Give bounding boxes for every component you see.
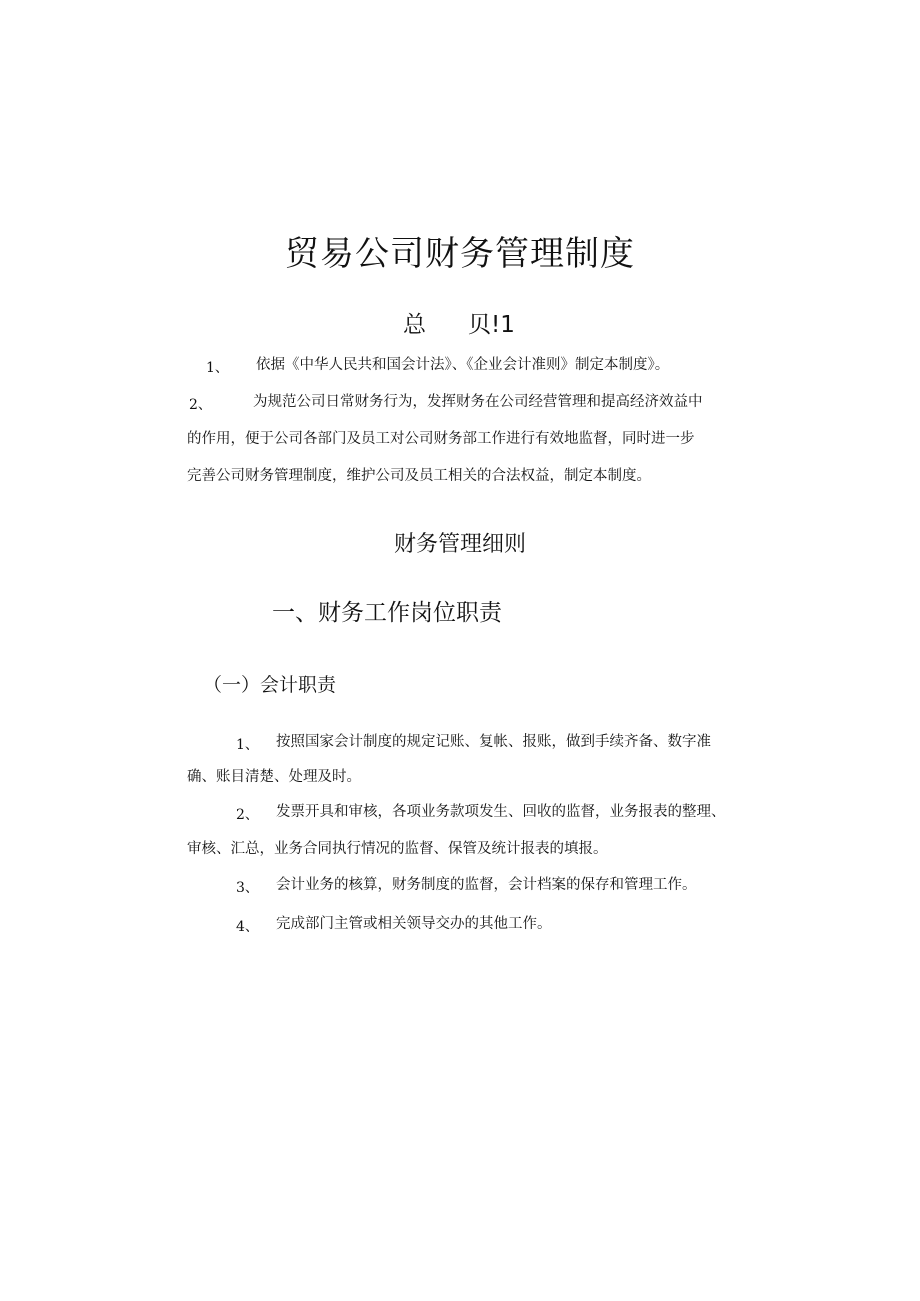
chapter-heading-part1: 总	[403, 312, 426, 338]
duty-4-line-1: 完成部门主管或相关领导交办的其他工作。	[276, 916, 552, 932]
duty-2-number: 2、	[236, 807, 259, 823]
general-item-2-line-1: 为规范公司日常财务行为，发挥财务在公司经营管理和提高经济效益中	[253, 394, 703, 410]
sub-title: 一、财务工作岗位职责	[272, 600, 502, 626]
duty-1-line-1: 按照国家会计制度的规定记账、复帐、报账，做到手续齐备、数字准	[276, 734, 711, 750]
general-item-1-number: 1、	[206, 360, 229, 376]
general-item-1-line-1: 依据《中华人民共和国会计法》、《企业会计准则》制定本制度》。	[256, 357, 670, 373]
duty-3-line-1: 会计业务的核算，财务制度的监督，会计档案的保存和管理工作。	[276, 877, 697, 893]
general-item-2-number: 2、	[189, 397, 212, 413]
general-item-2-line-2: 的作用，便于公司各部门及员工对公司财务部工作进行有效地监督，同时进一步	[187, 431, 695, 447]
section-title: 财务管理细则	[393, 532, 526, 557]
duty-1-number: 1、	[236, 737, 259, 753]
chapter-heading-part2: 贝!1	[468, 312, 515, 338]
duty-1-line-2: 确、账目清楚、处理及时。	[187, 769, 361, 785]
document-title: 贸易公司财务管理制度	[285, 234, 635, 274]
duty-2-line-1: 发票开具和审核，各项业务款项发生、回收的监督，业务报表的整理、	[276, 804, 726, 820]
sub-sub-title: （一）会计职责	[203, 674, 337, 696]
duty-2-line-2: 审核、汇总，业务合同执行情况的监督、保管及统计报表的填报。	[187, 841, 608, 857]
duty-3-number: 3、	[236, 880, 259, 896]
chapter-heading	[403, 306, 515, 339]
duty-4-number: 4、	[236, 919, 259, 935]
general-item-2-line-3: 完善公司财务管理制度，维护公司及员工相关的合法权益，制定本制度。	[187, 468, 651, 484]
